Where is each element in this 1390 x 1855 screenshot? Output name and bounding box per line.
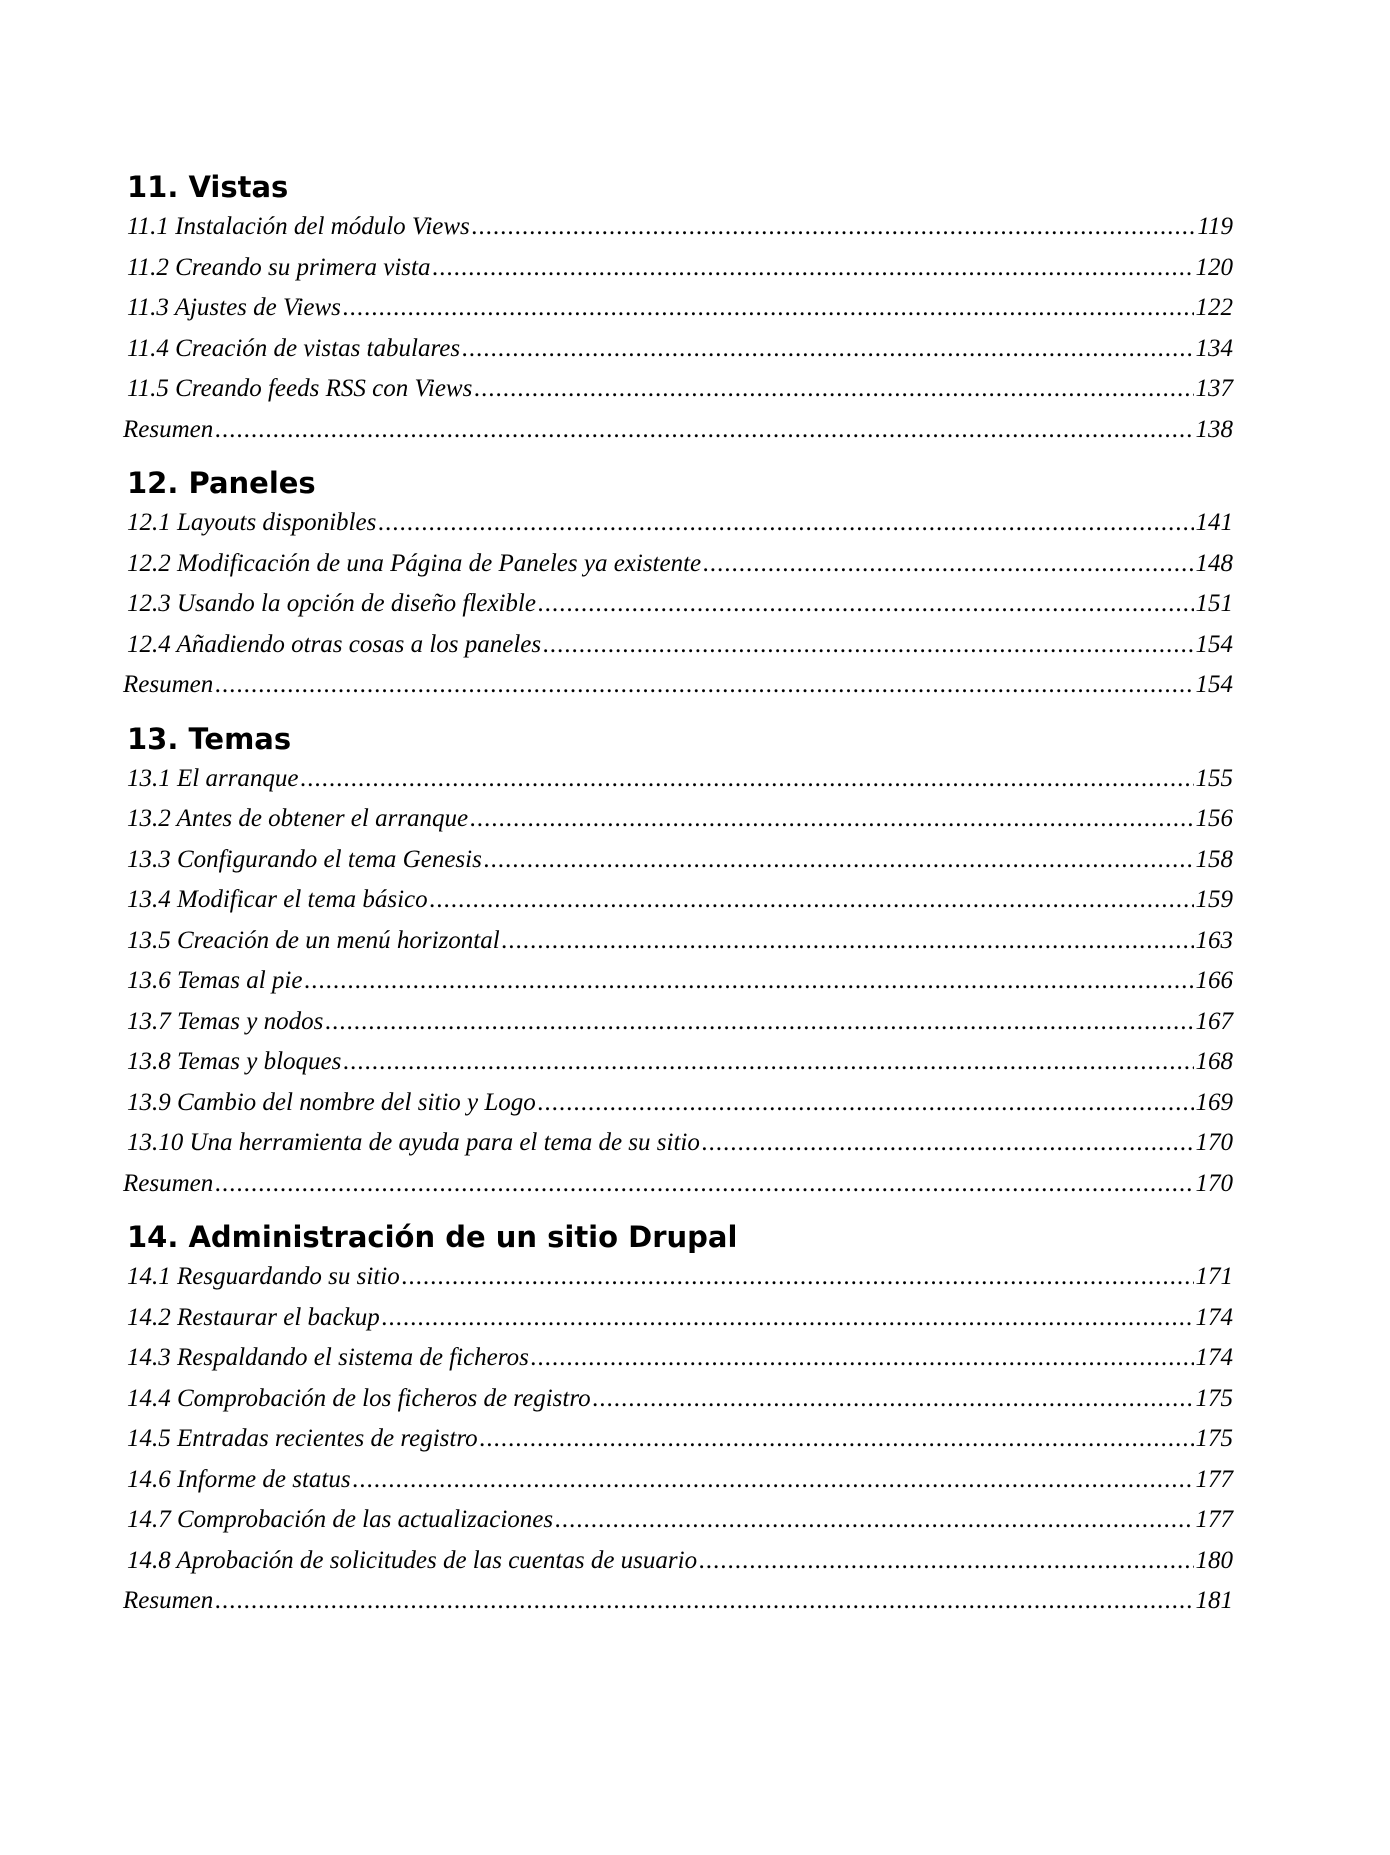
entry-page-number: 181: [1195, 1587, 1233, 1614]
dot-leader: [538, 584, 1194, 625]
toc-entry[interactable]: [123, 1379, 1233, 1420]
dot-leader: [215, 410, 1193, 451]
entry-label: 12.2 Modificación de una Página de Paneles ya existente: [127, 549, 702, 577]
toc-entry-summary[interactable]: [123, 1164, 1233, 1205]
entry-page-number: 163: [1195, 926, 1233, 954]
dot-leader: [378, 503, 1193, 544]
dot-leader: [703, 544, 1193, 585]
entry-page-number: 175: [1195, 1425, 1233, 1452]
entry-page-number: 175: [1195, 1384, 1233, 1412]
toc-entry[interactable]: [123, 961, 1233, 1002]
entry-label: 13.7 Temas y nodos: [127, 1007, 324, 1035]
entry-label: 13.8 Temas y bloques: [127, 1048, 342, 1075]
toc-entry[interactable]: [123, 1541, 1233, 1582]
toc-entry[interactable]: [123, 1298, 1233, 1339]
toc-entry[interactable]: [123, 921, 1233, 962]
entry-page-number: 137: [1195, 375, 1233, 402]
entry-page-number: 151: [1195, 590, 1233, 617]
entry-label: 11.2 Creando su primera vista: [127, 253, 431, 281]
entry-page-number: 154: [1195, 630, 1233, 658]
dot-leader: [353, 1460, 1194, 1501]
entry-page-number: 141: [1195, 509, 1233, 536]
entry-label: Resumen: [123, 671, 214, 698]
entry-label: 13.6 Temas al pie: [127, 967, 303, 994]
entry-page-number: 170: [1195, 1129, 1233, 1156]
toc-entry[interactable]: [123, 1500, 1233, 1541]
entry-label: 13.1 El arranque: [127, 764, 299, 792]
entry-page-number: 170: [1195, 1169, 1233, 1197]
toc-entry-summary[interactable]: [123, 410, 1233, 451]
entry-label: 14.3 Respaldando el sistema de ficheros: [127, 1344, 529, 1371]
entry-label: 14.5 Entradas recientes de registro: [127, 1425, 478, 1452]
entry-page-number: 155: [1195, 764, 1233, 792]
toc-entry[interactable]: [123, 1257, 1233, 1298]
entry-label: 13.2 Antes de obtener el arranque: [127, 805, 469, 832]
entry-label: 14.7 Comprobación de las actualizaciones: [127, 1506, 554, 1533]
toc-entry[interactable]: [123, 1419, 1233, 1460]
chapter-title: 11. Vistas: [127, 170, 289, 204]
entry-page-number: 171: [1195, 1263, 1233, 1290]
toc-entry[interactable]: [123, 288, 1233, 329]
dot-leader: [325, 1002, 1193, 1043]
dot-leader: [402, 1257, 1194, 1298]
entry-label: 12.3 Usando la opción de diseño flexible: [127, 590, 536, 617]
toc-entry-summary[interactable]: [123, 665, 1233, 706]
dot-leader: [215, 1164, 1193, 1205]
entry-page-number: 159: [1195, 886, 1233, 913]
dot-leader: [343, 1042, 1193, 1083]
dot-leader: [474, 369, 1193, 410]
table-of-contents: [123, 166, 1233, 1622]
entry-label: Resumen: [123, 1587, 214, 1614]
toc-entry[interactable]: [123, 503, 1233, 544]
toc-entry[interactable]: [123, 1460, 1233, 1501]
dot-leader: [472, 207, 1196, 248]
entry-page-number: 156: [1195, 805, 1233, 832]
entry-label: 13.5 Creación de un menú horizontal: [127, 926, 500, 954]
dot-leader: [538, 1083, 1194, 1124]
entry-page-number: 177: [1195, 1465, 1233, 1493]
dot-leader: [480, 1419, 1194, 1460]
entry-label: Resumen: [123, 415, 214, 443]
entry-page-number: 154: [1195, 671, 1233, 698]
chapter-11: [123, 166, 1233, 450]
toc-entry[interactable]: [123, 1338, 1233, 1379]
toc-entry[interactable]: [123, 1123, 1233, 1164]
chapter-14: [123, 1216, 1233, 1622]
toc-entry[interactable]: [123, 759, 1233, 800]
entry-label: 14.1 Resguardando su sitio: [127, 1263, 400, 1290]
entry-label: 11.3 Ajustes de Views: [127, 294, 341, 321]
dot-leader: [484, 840, 1194, 881]
entry-label: Resumen: [123, 1169, 214, 1197]
dot-leader: [432, 248, 1193, 289]
entry-page-number: 148: [1195, 549, 1233, 577]
dot-leader: [470, 799, 1193, 840]
toc-entry[interactable]: [123, 369, 1233, 410]
entry-page-number: 180: [1195, 1546, 1233, 1574]
toc-entry[interactable]: [123, 329, 1233, 370]
entry-label: 11.1 Instalación del módulo Views: [127, 213, 470, 240]
toc-entry[interactable]: [123, 584, 1233, 625]
entry-page-number: 120: [1195, 253, 1233, 281]
entry-page-number: 166: [1195, 967, 1233, 994]
entry-page-number: 158: [1195, 845, 1233, 873]
dot-leader: [215, 1581, 1193, 1622]
dot-leader: [462, 329, 1193, 370]
entry-page-number: 174: [1195, 1303, 1233, 1331]
entry-page-number: 138: [1195, 415, 1233, 443]
dot-leader: [555, 1500, 1193, 1541]
entry-page-number: 167: [1195, 1007, 1233, 1035]
toc-entry[interactable]: [123, 1002, 1233, 1043]
chapter-title: 13. Temas: [127, 721, 292, 756]
entry-label: 14.6 Informe de status: [127, 1465, 351, 1493]
dot-leader: [543, 625, 1193, 666]
toc-entry[interactable]: [123, 880, 1233, 921]
toc-entry[interactable]: [123, 1042, 1233, 1083]
entry-label: 12.1 Layouts disponibles: [127, 509, 377, 536]
dot-leader: [215, 665, 1193, 706]
chapter-entries: [123, 207, 1233, 450]
dot-leader: [699, 1541, 1193, 1582]
entry-label: 12.4 Añadiendo otras cosas a los paneles: [127, 630, 542, 658]
chapter-entries: [123, 759, 1233, 1205]
dot-leader: [531, 1338, 1194, 1379]
dot-leader: [702, 1123, 1194, 1164]
chapter-13: [123, 718, 1233, 1205]
chapter-entries: [123, 1257, 1233, 1622]
dot-leader: [502, 921, 1194, 962]
dot-leader: [382, 1298, 1194, 1339]
toc-entry[interactable]: [123, 248, 1233, 289]
toc-entry[interactable]: [123, 799, 1233, 840]
chapter-title: 14. Administración de un sitio Drupal: [127, 1220, 738, 1254]
entry-page-number: 174: [1195, 1344, 1233, 1371]
entry-label: 14.4 Comprobación de los ficheros de registro: [127, 1384, 591, 1412]
entry-label: 13.10 Una herramienta de ayuda para el tema de su sitio: [127, 1129, 700, 1156]
entry-label: 13.3 Configurando el tema Genesis: [127, 845, 482, 873]
entry-page-number: 134: [1195, 334, 1233, 362]
dot-leader: [304, 961, 1193, 1002]
entry-page-number: 119: [1197, 213, 1233, 240]
dot-leader: [593, 1379, 1194, 1420]
dot-leader: [430, 880, 1194, 921]
entry-page-number: 169: [1195, 1088, 1233, 1116]
chapter-12: [123, 462, 1233, 706]
toc-entry[interactable]: [123, 840, 1233, 881]
chapter-entries: [123, 503, 1233, 706]
dot-leader: [301, 759, 1194, 800]
toc-entry[interactable]: [123, 1083, 1233, 1124]
toc-entry[interactable]: [123, 544, 1233, 585]
entry-label: 11.4 Creación de vistas tabulares: [127, 334, 461, 362]
toc-entry[interactable]: [123, 625, 1233, 666]
toc-entry-summary[interactable]: [123, 1581, 1233, 1622]
entry-label: 13.4 Modificar el tema básico: [127, 886, 428, 913]
entry-page-number: 168: [1195, 1048, 1233, 1075]
entry-label: 14.2 Restaurar el backup: [127, 1303, 380, 1331]
entry-page-number: 122: [1195, 294, 1233, 321]
dot-leader: [343, 288, 1194, 329]
chapter-title: 12. Paneles: [127, 466, 316, 500]
entry-page-number: 177: [1195, 1506, 1233, 1533]
entry-label: 14.8 Aprobación de solicitudes de las cuentas de usuario: [127, 1546, 698, 1574]
entry-label: 11.5 Creando feeds RSS con Views: [127, 375, 473, 402]
entry-label: 13.9 Cambio del nombre del sitio y Logo: [127, 1088, 536, 1116]
toc-entry[interactable]: [123, 207, 1233, 248]
